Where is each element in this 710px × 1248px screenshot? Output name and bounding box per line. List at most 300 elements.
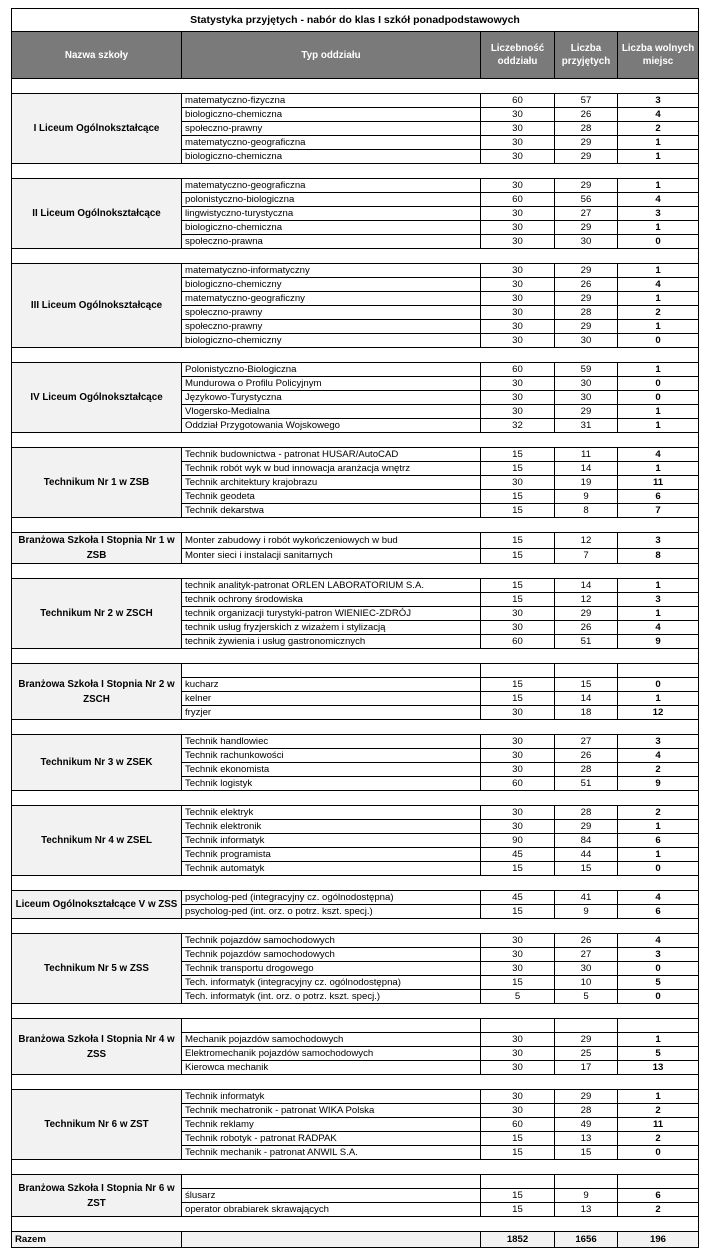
class-type: społeczno-prawny bbox=[182, 306, 481, 320]
class-type: technik usług fryzjerskich z wizażem i stylizacją bbox=[182, 621, 481, 635]
admitted-count: 26 bbox=[555, 934, 618, 948]
admitted-count: 28 bbox=[555, 763, 618, 777]
class-type: biologiczno-chemiczny bbox=[182, 278, 481, 292]
class-size: 15 bbox=[481, 692, 555, 706]
school-name: Branżowa Szkoła I Stopnia Nr 1 w ZSB bbox=[12, 533, 182, 564]
admitted-count: 13 bbox=[555, 1203, 618, 1217]
class-size: 30 bbox=[481, 405, 555, 419]
free-places: 1 bbox=[618, 363, 699, 377]
free-places: 4 bbox=[618, 749, 699, 763]
spacer-row bbox=[12, 791, 699, 806]
class-size: 5 bbox=[481, 990, 555, 1004]
class-type: Technik rachunkowości bbox=[182, 749, 481, 763]
class-size: 15 bbox=[481, 1203, 555, 1217]
class-type: psycholog-ped (integracyjny cz. ogólnodostępna) bbox=[182, 891, 481, 905]
class-size: 30 bbox=[481, 1033, 555, 1047]
admitted-count: 30 bbox=[555, 377, 618, 391]
class-type: Oddział Przygotowania Wojskowego bbox=[182, 419, 481, 433]
class-type: technik żywienia i usług gastronomicznych bbox=[182, 635, 481, 649]
admitted-count: 7 bbox=[555, 548, 618, 564]
class-type: fryzjer bbox=[182, 706, 481, 720]
free-places: 9 bbox=[618, 777, 699, 791]
admitted-count: 29 bbox=[555, 221, 618, 235]
table-title: Statystyka przyjętych - nabór do klas I szkół ponadpodstawowych bbox=[12, 9, 699, 32]
class-type: technik analityk-patronat ORLEN LABORATORIUM S.A. bbox=[182, 579, 481, 593]
class-type: Polonistyczno-Biologiczna bbox=[182, 363, 481, 377]
blank-row bbox=[12, 1175, 699, 1189]
class-size: 15 bbox=[481, 862, 555, 876]
class-size: 30 bbox=[481, 179, 555, 193]
admitted-count: 57 bbox=[555, 94, 618, 108]
spacer-row bbox=[12, 720, 699, 735]
empty-cell bbox=[182, 1019, 481, 1033]
admitted-count: 26 bbox=[555, 621, 618, 635]
admitted-count: 26 bbox=[555, 749, 618, 763]
admissions-table bbox=[11, 8, 699, 1248]
class-type: Technik reklamy bbox=[182, 1118, 481, 1132]
class-type: matematyczno-fizyczna bbox=[182, 94, 481, 108]
class-size: 30 bbox=[481, 621, 555, 635]
table-row bbox=[12, 891, 699, 905]
empty-cell bbox=[481, 1019, 555, 1033]
header-admitted-count: Liczba przyjętych bbox=[555, 32, 618, 79]
class-size: 15 bbox=[481, 1146, 555, 1160]
class-size: 30 bbox=[481, 820, 555, 834]
free-places: 3 bbox=[618, 207, 699, 221]
admitted-count: 15 bbox=[555, 678, 618, 692]
class-type: matematyczno-geograficzna bbox=[182, 179, 481, 193]
empty-cell bbox=[555, 1019, 618, 1033]
admitted-count: 44 bbox=[555, 848, 618, 862]
free-places: 7 bbox=[618, 504, 699, 518]
class-type: Technik automatyk bbox=[182, 862, 481, 876]
free-places: 2 bbox=[618, 806, 699, 820]
admitted-count: 14 bbox=[555, 692, 618, 706]
total-empty-cell bbox=[182, 1232, 481, 1248]
admitted-count: 15 bbox=[555, 1146, 618, 1160]
class-size: 45 bbox=[481, 848, 555, 862]
class-size: 60 bbox=[481, 635, 555, 649]
free-places: 4 bbox=[618, 621, 699, 635]
school-name: IV Liceum Ogólnokształcące bbox=[12, 363, 182, 433]
spacer-row bbox=[12, 433, 699, 448]
school-name: Branżowa Szkoła I Stopnia Nr 4 w ZSS bbox=[12, 1019, 182, 1075]
free-places: 1 bbox=[618, 264, 699, 278]
class-type: Kierowca mechanik bbox=[182, 1061, 481, 1075]
spacer-row bbox=[12, 1217, 699, 1232]
class-size: 30 bbox=[481, 749, 555, 763]
class-size: 45 bbox=[481, 891, 555, 905]
admitted-count: 9 bbox=[555, 905, 618, 919]
school-name: Branżowa Szkoła I Stopnia Nr 6 w ZST bbox=[12, 1175, 182, 1217]
admitted-count: 29 bbox=[555, 607, 618, 621]
free-places: 3 bbox=[618, 948, 699, 962]
school-name: Technikum Nr 5 w ZSS bbox=[12, 934, 182, 1004]
class-type: Elektromechanik pojazdów samochodowych bbox=[182, 1047, 481, 1061]
spacer-row bbox=[12, 518, 699, 533]
class-size: 30 bbox=[481, 391, 555, 405]
free-places: 2 bbox=[618, 1104, 699, 1118]
class-size: 15 bbox=[481, 579, 555, 593]
empty-cell bbox=[618, 1019, 699, 1033]
free-places: 0 bbox=[618, 962, 699, 976]
admitted-count: 28 bbox=[555, 1104, 618, 1118]
spacer-row bbox=[12, 919, 699, 934]
spacer-row bbox=[12, 249, 699, 264]
class-size: 30 bbox=[481, 306, 555, 320]
total-row bbox=[12, 1232, 699, 1248]
class-type: kelner bbox=[182, 692, 481, 706]
admitted-count: 5 bbox=[555, 990, 618, 1004]
total-label: Razem bbox=[12, 1232, 182, 1248]
free-places: 3 bbox=[618, 735, 699, 749]
class-type: Technik robót wyk w bud innowacja aranżacja wnętrz bbox=[182, 462, 481, 476]
class-type: społeczno-prawna bbox=[182, 235, 481, 249]
free-places: 2 bbox=[618, 122, 699, 136]
class-size: 30 bbox=[481, 1104, 555, 1118]
free-places: 0 bbox=[618, 235, 699, 249]
class-type: biologiczno-chemiczny bbox=[182, 334, 481, 348]
empty-cell bbox=[182, 664, 481, 678]
admitted-count: 56 bbox=[555, 193, 618, 207]
empty-cell bbox=[555, 664, 618, 678]
class-type: Technik informatyk bbox=[182, 834, 481, 848]
admitted-count: 41 bbox=[555, 891, 618, 905]
spacer-row bbox=[12, 649, 699, 664]
admitted-count: 29 bbox=[555, 1090, 618, 1104]
free-places: 1 bbox=[618, 136, 699, 150]
class-type: Mundurowa o Profilu Policyjnym bbox=[182, 377, 481, 391]
admitted-count: 31 bbox=[555, 419, 618, 433]
spacer-row bbox=[12, 1075, 699, 1090]
free-places: 4 bbox=[618, 934, 699, 948]
admitted-count: 27 bbox=[555, 735, 618, 749]
free-places: 5 bbox=[618, 1047, 699, 1061]
admitted-count: 30 bbox=[555, 235, 618, 249]
class-size: 60 bbox=[481, 94, 555, 108]
school-name: Technikum Nr 1 w ZSB bbox=[12, 448, 182, 518]
admitted-count: 10 bbox=[555, 976, 618, 990]
class-size: 30 bbox=[481, 962, 555, 976]
class-type: matematyczno-geograficzny bbox=[182, 292, 481, 306]
table-row bbox=[12, 806, 699, 820]
free-places: 4 bbox=[618, 891, 699, 905]
class-type: biologiczno-chemiczna bbox=[182, 108, 481, 122]
class-size: 60 bbox=[481, 1118, 555, 1132]
spacer-row bbox=[12, 1160, 699, 1175]
header-class-type: Typ oddziału bbox=[182, 32, 481, 79]
admitted-count: 29 bbox=[555, 405, 618, 419]
class-size: 15 bbox=[481, 1189, 555, 1203]
table-row bbox=[12, 94, 699, 108]
class-size: 30 bbox=[481, 763, 555, 777]
school-name: Technikum Nr 2 w ZSCH bbox=[12, 579, 182, 649]
admitted-count: 29 bbox=[555, 1033, 618, 1047]
empty-cell bbox=[182, 1175, 481, 1189]
school-name: Liceum Ogólnokształcące V w ZSS bbox=[12, 891, 182, 919]
spacer-row bbox=[12, 164, 699, 179]
table-row bbox=[12, 179, 699, 193]
class-size: 15 bbox=[481, 533, 555, 549]
free-places: 4 bbox=[618, 278, 699, 292]
admitted-count: 18 bbox=[555, 706, 618, 720]
class-size: 30 bbox=[481, 278, 555, 292]
class-type: technik organizacji turystyki-patron WIENIEC-ZDRÓJ bbox=[182, 607, 481, 621]
class-type: społeczno-prawny bbox=[182, 122, 481, 136]
admitted-count: 59 bbox=[555, 363, 618, 377]
admitted-count: 28 bbox=[555, 806, 618, 820]
empty-cell bbox=[481, 664, 555, 678]
admitted-count: 49 bbox=[555, 1118, 618, 1132]
free-places: 1 bbox=[618, 1033, 699, 1047]
free-places: 1 bbox=[618, 579, 699, 593]
free-places: 12 bbox=[618, 706, 699, 720]
free-places: 4 bbox=[618, 448, 699, 462]
class-type: Mechanik pojazdów samochodowych bbox=[182, 1033, 481, 1047]
free-places: 1 bbox=[618, 1090, 699, 1104]
class-size: 30 bbox=[481, 377, 555, 391]
admitted-count: 12 bbox=[555, 593, 618, 607]
table-row bbox=[12, 735, 699, 749]
header-free-places: Liczba wolnych miejsc bbox=[618, 32, 699, 79]
class-size: 60 bbox=[481, 193, 555, 207]
class-type: matematyczno-geograficzna bbox=[182, 136, 481, 150]
class-type: Technik dekarstwa bbox=[182, 504, 481, 518]
free-places: 1 bbox=[618, 848, 699, 862]
school-name: II Liceum Ogólnokształcące bbox=[12, 179, 182, 249]
class-size: 60 bbox=[481, 363, 555, 377]
class-type: matematyczno-informatyczny bbox=[182, 264, 481, 278]
class-type: psycholog-ped (int. orz. o potrz. kszt. specj.) bbox=[182, 905, 481, 919]
admitted-count: 15 bbox=[555, 862, 618, 876]
admitted-count: 29 bbox=[555, 320, 618, 334]
free-places: 6 bbox=[618, 1189, 699, 1203]
admitted-count: 84 bbox=[555, 834, 618, 848]
admitted-count: 28 bbox=[555, 306, 618, 320]
table-row bbox=[12, 264, 699, 278]
total-admitted: 1656 bbox=[555, 1232, 618, 1248]
free-places: 2 bbox=[618, 763, 699, 777]
blank-row bbox=[12, 1019, 699, 1033]
class-size: 15 bbox=[481, 548, 555, 564]
free-places: 0 bbox=[618, 334, 699, 348]
admitted-count: 29 bbox=[555, 264, 618, 278]
class-size: 30 bbox=[481, 1047, 555, 1061]
class-size: 60 bbox=[481, 777, 555, 791]
class-size: 32 bbox=[481, 419, 555, 433]
class-type: Technik handlowiec bbox=[182, 735, 481, 749]
class-type: Technik programista bbox=[182, 848, 481, 862]
class-size: 90 bbox=[481, 834, 555, 848]
class-type: polonistyczno-biologiczna bbox=[182, 193, 481, 207]
class-size: 30 bbox=[481, 1061, 555, 1075]
class-size: 30 bbox=[481, 264, 555, 278]
class-type: Technik elektronik bbox=[182, 820, 481, 834]
admitted-count: 51 bbox=[555, 777, 618, 791]
free-places: 3 bbox=[618, 593, 699, 607]
admitted-count: 8 bbox=[555, 504, 618, 518]
class-size: 30 bbox=[481, 235, 555, 249]
free-places: 1 bbox=[618, 179, 699, 193]
admitted-count: 28 bbox=[555, 122, 618, 136]
class-type: Monter sieci i instalacji sanitarnych bbox=[182, 548, 481, 564]
class-size: 15 bbox=[481, 490, 555, 504]
class-size: 15 bbox=[481, 504, 555, 518]
class-size: 15 bbox=[481, 462, 555, 476]
free-places: 1 bbox=[618, 607, 699, 621]
free-places: 8 bbox=[618, 548, 699, 564]
class-type: Technik mechanik - patronat ANWIL S.A. bbox=[182, 1146, 481, 1160]
class-type: biologiczno-chemiczna bbox=[182, 150, 481, 164]
class-size: 30 bbox=[481, 735, 555, 749]
admitted-count: 9 bbox=[555, 1189, 618, 1203]
free-places: 1 bbox=[618, 405, 699, 419]
table-row bbox=[12, 934, 699, 948]
admitted-count: 25 bbox=[555, 1047, 618, 1061]
class-type: Technik geodeta bbox=[182, 490, 481, 504]
empty-cell bbox=[618, 664, 699, 678]
class-type: Technik elektryk bbox=[182, 806, 481, 820]
free-places: 1 bbox=[618, 692, 699, 706]
free-places: 1 bbox=[618, 150, 699, 164]
class-size: 30 bbox=[481, 207, 555, 221]
class-type: społeczno-prawny bbox=[182, 320, 481, 334]
admitted-count: 27 bbox=[555, 207, 618, 221]
header-school-name: Nazwa szkoły bbox=[12, 32, 182, 79]
class-type: ślusarz bbox=[182, 1189, 481, 1203]
table-row bbox=[12, 1090, 699, 1104]
class-size: 30 bbox=[481, 108, 555, 122]
table-row bbox=[12, 579, 699, 593]
admitted-count: 29 bbox=[555, 136, 618, 150]
free-places: 9 bbox=[618, 635, 699, 649]
admitted-count: 51 bbox=[555, 635, 618, 649]
free-places: 2 bbox=[618, 306, 699, 320]
class-type: biologiczno-chemiczna bbox=[182, 221, 481, 235]
admitted-count: 27 bbox=[555, 948, 618, 962]
class-type: Technik informatyk bbox=[182, 1090, 481, 1104]
class-size: 30 bbox=[481, 136, 555, 150]
admitted-count: 30 bbox=[555, 334, 618, 348]
blank-row bbox=[12, 664, 699, 678]
free-places: 11 bbox=[618, 476, 699, 490]
class-type: kucharz bbox=[182, 678, 481, 692]
class-size: 30 bbox=[481, 221, 555, 235]
class-size: 15 bbox=[481, 678, 555, 692]
free-places: 1 bbox=[618, 221, 699, 235]
admitted-count: 19 bbox=[555, 476, 618, 490]
free-places: 0 bbox=[618, 391, 699, 405]
free-places: 1 bbox=[618, 292, 699, 306]
school-name: I Liceum Ogólnokształcące bbox=[12, 94, 182, 164]
free-places: 4 bbox=[618, 108, 699, 122]
school-name: Technikum Nr 3 w ZSEK bbox=[12, 735, 182, 791]
free-places: 6 bbox=[618, 490, 699, 504]
class-type: Technik mechatronik - patronat WIKA Polska bbox=[182, 1104, 481, 1118]
total-class-size: 1852 bbox=[481, 1232, 555, 1248]
class-type: Technik pojazdów samochodowych bbox=[182, 934, 481, 948]
empty-cell bbox=[555, 1175, 618, 1189]
free-places: 5 bbox=[618, 976, 699, 990]
class-size: 15 bbox=[481, 905, 555, 919]
class-size: 30 bbox=[481, 934, 555, 948]
free-places: 13 bbox=[618, 1061, 699, 1075]
free-places: 0 bbox=[618, 862, 699, 876]
class-type: Technik robotyk - patronat RADPAK bbox=[182, 1132, 481, 1146]
class-size: 15 bbox=[481, 448, 555, 462]
empty-cell bbox=[618, 1175, 699, 1189]
class-type: Technik logistyk bbox=[182, 777, 481, 791]
admitted-count: 26 bbox=[555, 278, 618, 292]
class-type: Technik ekonomista bbox=[182, 763, 481, 777]
free-places: 4 bbox=[618, 193, 699, 207]
class-type: Monter zabudowy i robót wykończeniowych w bud bbox=[182, 533, 481, 549]
free-places: 6 bbox=[618, 834, 699, 848]
free-places: 3 bbox=[618, 94, 699, 108]
admitted-count: 29 bbox=[555, 820, 618, 834]
empty-cell bbox=[481, 1175, 555, 1189]
free-places: 0 bbox=[618, 678, 699, 692]
class-type: operator obrabiarek skrawających bbox=[182, 1203, 481, 1217]
class-size: 30 bbox=[481, 806, 555, 820]
class-size: 15 bbox=[481, 976, 555, 990]
admitted-count: 11 bbox=[555, 448, 618, 462]
free-places: 2 bbox=[618, 1203, 699, 1217]
admitted-count: 29 bbox=[555, 150, 618, 164]
free-places: 0 bbox=[618, 1146, 699, 1160]
class-type: Vlogersko-Medialna bbox=[182, 405, 481, 419]
class-type: Technik pojazdów samochodowych bbox=[182, 948, 481, 962]
admitted-count: 9 bbox=[555, 490, 618, 504]
table-row bbox=[12, 533, 699, 549]
table-body bbox=[12, 79, 699, 1217]
class-size: 30 bbox=[481, 150, 555, 164]
spacer-row bbox=[12, 1004, 699, 1019]
class-size: 30 bbox=[481, 1090, 555, 1104]
free-places: 3 bbox=[618, 533, 699, 549]
free-places: 0 bbox=[618, 377, 699, 391]
class-size: 30 bbox=[481, 706, 555, 720]
admitted-count: 17 bbox=[555, 1061, 618, 1075]
class-type: Technik transportu drogowego bbox=[182, 962, 481, 976]
class-type: Technik budownictwa - patronat HUSAR/AutoCAD bbox=[182, 448, 481, 462]
free-places: 1 bbox=[618, 419, 699, 433]
admitted-count: 29 bbox=[555, 179, 618, 193]
free-places: 1 bbox=[618, 462, 699, 476]
free-places: 1 bbox=[618, 820, 699, 834]
school-name: III Liceum Ogólnokształcące bbox=[12, 264, 182, 348]
spacer-row bbox=[12, 79, 699, 94]
free-places: 6 bbox=[618, 905, 699, 919]
admitted-count: 14 bbox=[555, 462, 618, 476]
total-free-places: 196 bbox=[618, 1232, 699, 1248]
school-name: Technikum Nr 4 w ZSEL bbox=[12, 806, 182, 876]
admitted-count: 26 bbox=[555, 108, 618, 122]
class-size: 30 bbox=[481, 292, 555, 306]
spacer-row bbox=[12, 348, 699, 363]
class-type: Tech. informatyk (integracyjny cz. ogólnodostępna) bbox=[182, 976, 481, 990]
class-size: 15 bbox=[481, 593, 555, 607]
table-row bbox=[12, 448, 699, 462]
free-places: 1 bbox=[618, 320, 699, 334]
school-name: Branżowa Szkoła I Stopnia Nr 2 w ZSCH bbox=[12, 664, 182, 720]
class-size: 15 bbox=[481, 1132, 555, 1146]
class-type: lingwistyczno-turystyczna bbox=[182, 207, 481, 221]
statistics-sheet bbox=[11, 8, 698, 1248]
admitted-count: 12 bbox=[555, 533, 618, 549]
header-class-size: Liczebność oddziału bbox=[481, 32, 555, 79]
class-type: Językowo-Turystyczna bbox=[182, 391, 481, 405]
